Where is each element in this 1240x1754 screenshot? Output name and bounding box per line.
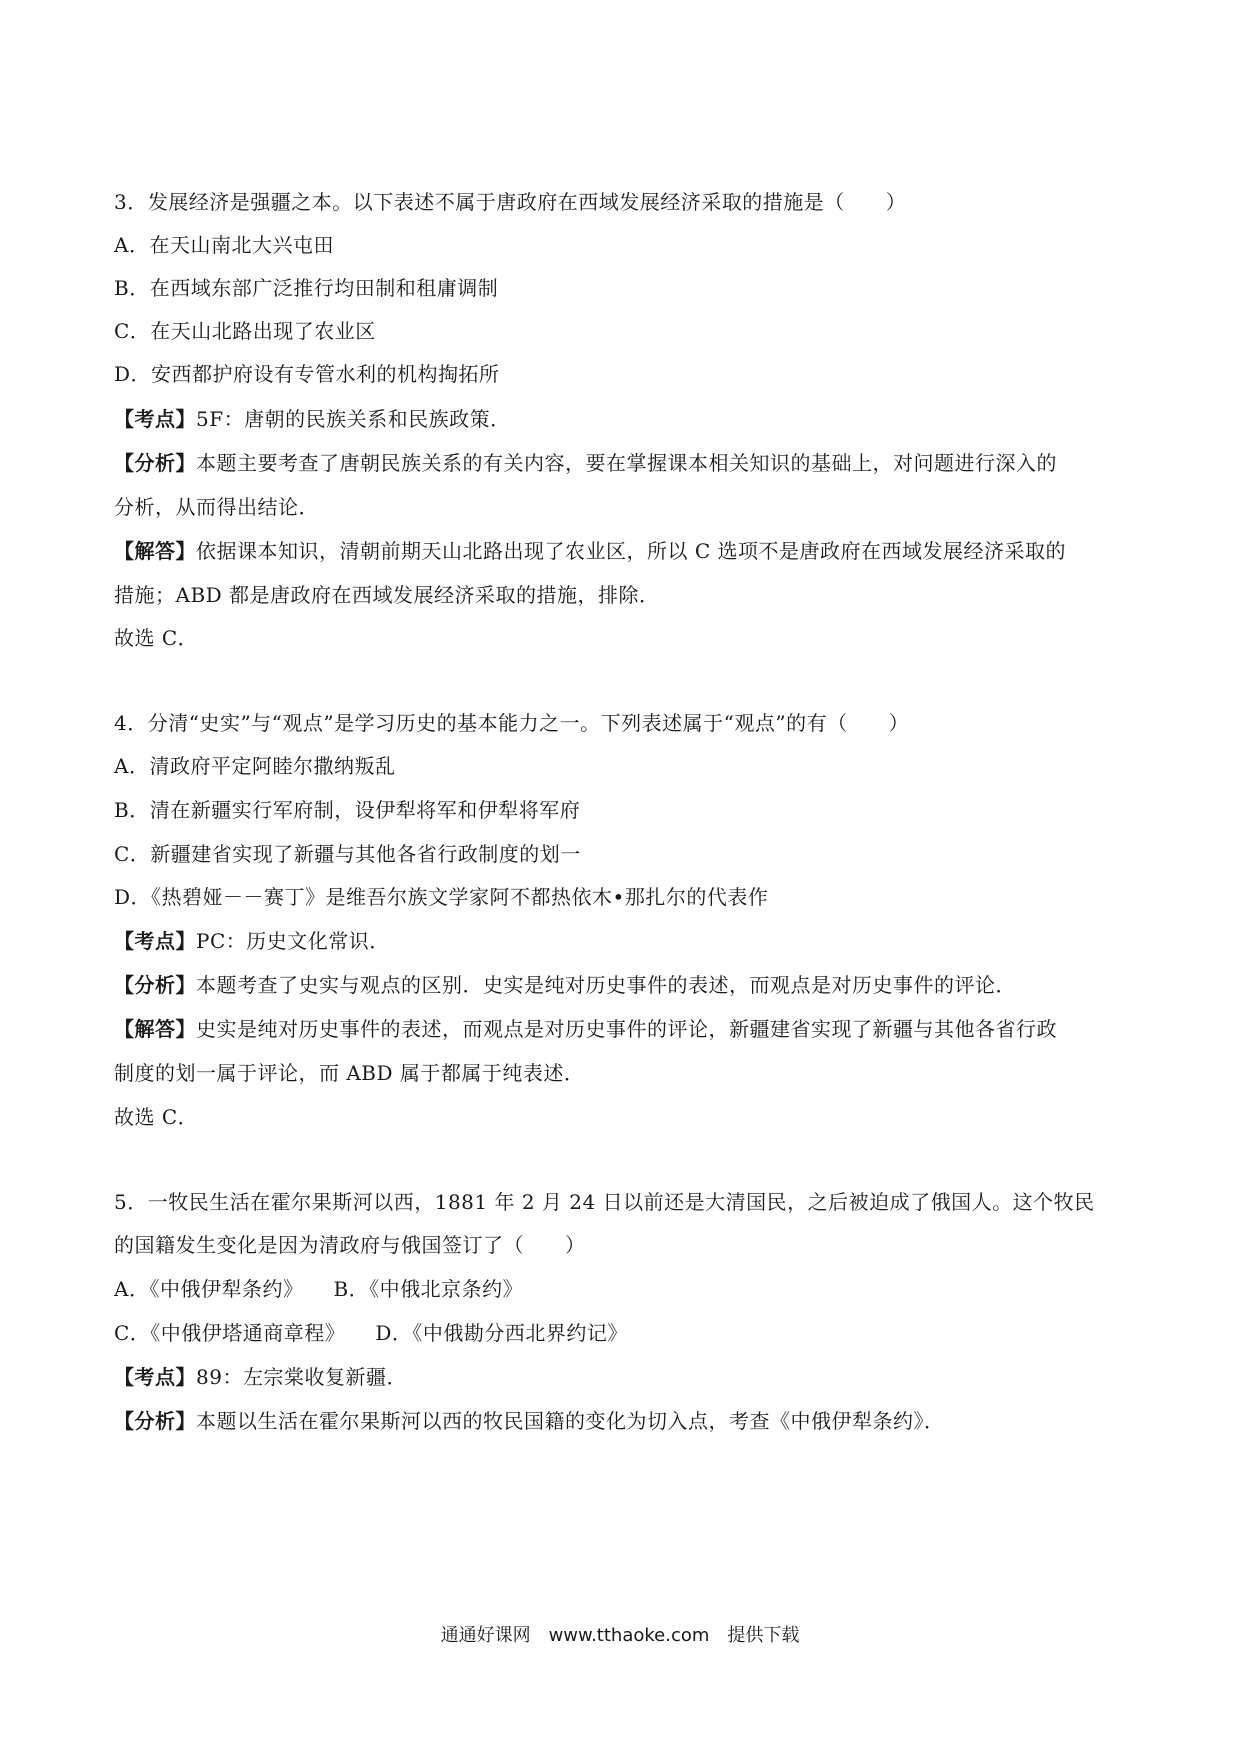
question-4-jieda [114, 1014, 1134, 1044]
question-5-option-a: A．《中俄伊犁条约》 [114, 1277, 304, 1301]
kaodian-text: 5F：唐朝的民族关系和民族政策． [196, 407, 511, 431]
question-5-kaodian [114, 1362, 1134, 1392]
question-4-jieda-cont: 制度的划一属于评论，而 ABD 属于都属于纯表述． [114, 1061, 585, 1085]
kaodian-tag: 【考点】 [114, 407, 196, 431]
question-5-options-row-1 [114, 1274, 1134, 1304]
fenxi-tag: 【分析】 [114, 451, 196, 475]
question-5-fenxi [114, 1406, 1134, 1436]
page-footer: 通通好课网 www.tthaoke.com 提供下载 [440, 1625, 800, 1646]
question-4-option-d: D．《热碧娅－－赛丁》是维吾尔族文学家阿不都热依木•那扎尔的代表作 [114, 885, 769, 909]
question-3-stem: 3．发展经济是强疆之本。以下表述不属于唐政府在西域发展经济采取的措施是（ ） [114, 190, 907, 214]
question-3-option-c: C．在天山北路出现了农业区 [114, 319, 376, 343]
question-3-fenxi-cont: 分析，从而得出结论． [114, 495, 319, 519]
question-4-fenxi [114, 970, 1134, 1000]
fenxi-text: 本题考查了史实与观点的区别．史实是纯对历史事件的表述，而观点是对历史事件的评论． [196, 973, 1016, 997]
jieda-tag: 【解答】 [114, 1017, 196, 1041]
question-4-option-c: C．新疆建省实现了新疆与其他各省行政制度的划一 [114, 842, 581, 866]
kaodian-text: 89：左宗棠收复新疆． [196, 1365, 407, 1389]
jieda-text: 依据课本知识，清朝前期天山北路出现了农业区，所以 C 选项不是唐政府在西域发展经济采取的 [196, 539, 1067, 563]
question-3-option-b: B．在西域东部广泛推行均田制和租庸调制 [114, 276, 499, 300]
question-3-jieda [114, 536, 1134, 566]
question-4-kaodian [114, 926, 1134, 956]
question-5-option-b: B．《中俄北京条约》 [333, 1277, 524, 1301]
question-5-options-row-2 [114, 1318, 1134, 1348]
question-3-fenxi [114, 448, 1134, 478]
kaodian-text: PC：历史文化常识． [196, 929, 390, 953]
question-3-kaodian [114, 404, 1134, 434]
fenxi-tag: 【分析】 [114, 973, 196, 997]
question-5-stem: 5．一牧民生活在霍尔果斯河以西，1881 年 2 月 24 日以前还是大清国民，之后被迫成了俄国人。这个牧民 [114, 1190, 1095, 1214]
fenxi-text: 本题主要考查了唐朝民族关系的有关内容，要在掌握课本相关知识的基础上，对问题进行深入的 [196, 451, 1057, 475]
question-3-jieda-cont: 措施；ABD 都是唐政府在西域发展经济采取的措施，排除． [114, 583, 660, 607]
kaodian-tag: 【考点】 [114, 1365, 196, 1389]
question-4-option-b: B．清在新疆实行军府制，设伊犁将军和伊犁将军府 [114, 798, 581, 822]
question-3-option-a: A．在天山南北大兴屯田 [114, 233, 334, 257]
question-5-option-c: C．《中俄伊塔通商章程》 [114, 1321, 346, 1345]
question-4-option-a: A．清政府平定阿睦尔撒纳叛乱 [114, 754, 396, 778]
question-5-stem-cont: 的国籍发生变化是因为清政府与俄国签订了（ ） [114, 1233, 586, 1257]
question-4-answer: 故选 C． [114, 1105, 199, 1129]
fenxi-text: 本题以生活在霍尔果斯河以西的牧民国籍的变化为切入点，考查《中俄伊犁条约》． [196, 1409, 945, 1433]
kaodian-tag: 【考点】 [114, 929, 196, 953]
question-5-option-d: D．《中俄勘分西北界约记》 [375, 1321, 628, 1345]
question-3-option-d: D．安西都护府设有专管水利的机构掏拓所 [114, 362, 500, 386]
question-4-stem: 4．分清“史实”与“观点”是学习历史的基本能力之一。下列表述属于“观点”的有（ ） [114, 711, 910, 735]
jieda-text: 史实是纯对历史事件的表述，而观点是对历史事件的评论，新疆建省实现了新疆与其他各省行政 [196, 1017, 1057, 1041]
question-3-answer: 故选 C． [114, 626, 199, 650]
fenxi-tag: 【分析】 [114, 1409, 196, 1433]
jieda-tag: 【解答】 [114, 539, 196, 563]
